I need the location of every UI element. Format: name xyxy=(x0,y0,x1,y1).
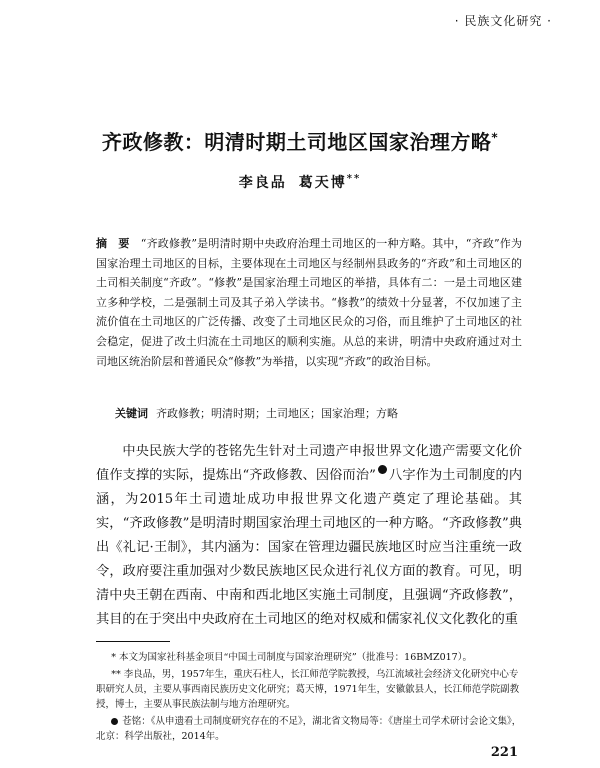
author-name-1: 李良品 xyxy=(238,175,287,191)
footnote-marker-icon xyxy=(111,718,118,725)
keywords-label: 关键词 xyxy=(115,407,148,420)
authors xyxy=(0,172,600,192)
keywords xyxy=(115,405,525,421)
article-title xyxy=(0,126,600,155)
title-footnote-mark: * xyxy=(491,130,499,145)
title-text: 齐政修教：明清时期土司地区国家治理方略 xyxy=(101,130,492,154)
footnote-divider xyxy=(96,641,170,642)
footnote-marker-icon xyxy=(378,465,387,474)
keywords-text: 齐政修教；明清时期；土司地区；国家治理；方略 xyxy=(156,407,398,420)
body-text-part-2: 八字作为土司制度的内涵，为2015年土司遗址成功申报世界文化遗产奠定了理论基础。其实，“齐政修教”是明清时期国家治理土司地区的一种方略。“齐政修教”典出《礼记·王制》，其内涵为：国家在管理边疆民族地区时应当注重统一政令，政府要注重加强对少数民族地区民众进行礼仪方面的教育。可见，明清中央王朝在西南、中南和西北地区实施土司制度，且强调“齐政修教”，其目的在于突出中央政府在土司地区的绝对权威和儒家礼仪文化教化的重 xyxy=(96,468,523,627)
page-number: 221 xyxy=(490,745,518,760)
section-label: · 民族文化研究 · xyxy=(454,14,552,28)
footnote-1: * 本文为国家社科基金项目“中国土司制度与国家治理研究”（批准号：16BMZ017）。 xyxy=(111,652,472,663)
author-name-2: 葛天博 xyxy=(298,175,347,191)
abstract xyxy=(96,234,522,371)
footnote-3-text: 苍铭：《从申遗看土司制度研究存在的不足》，湖北省文物局等：《唐崖土司学术研讨会论文集》，北京：科学出版社，2014年。 xyxy=(96,716,522,742)
abstract-text: “齐政修教”是明清时期中央政府治理土司地区的一种方略。其中，“齐政”作为国家治理土司地区的目标，主要体现在土司地区与经制州县政务的“齐政”和土司地区的土司相关制度“齐政”。“修教”是国家治理土司地区的举措，具体有二：一是土司地区建立多种学校，二是强制土司及其子弟入学读书。“修教”的绩效十分显著，不仅加速了主流价值在土司地区的广泛传播、改变了土司地区民众的习俗，而且维护了土司地区的社会稳定，促进了改土归流在土司地区的顺利实施。从总的来讲，明清中央政府通过对土司地区统治阶层和普通民众“修教”为举措，以实现“齐政”的政治目标。 xyxy=(96,237,523,368)
author-footnote-mark: ** xyxy=(346,173,362,185)
footnotes xyxy=(96,650,524,746)
abstract-label: 摘 要 xyxy=(96,237,130,250)
body-text xyxy=(96,440,522,632)
footnote-3 xyxy=(96,714,524,744)
body-text-part-1: 中央民族大学的苍铭先生针对土司遗产申报世界文化遗产需要文化价值作支撑的实际，提炼出“齐政修教、因俗而治” xyxy=(96,444,522,483)
footnote-2: ** 李良品，男，1957年生，重庆石柱人，长江师范学院教授，乌江流域社会经济文化研究中心专职研究人员，主要从事西南民族历史文化研究；葛天博，1971年生，安徽歙县人，长江师范学院副教授，博士，主要从事民族法制与地方治理研究。 xyxy=(96,669,520,710)
body-paragraph xyxy=(96,440,522,632)
